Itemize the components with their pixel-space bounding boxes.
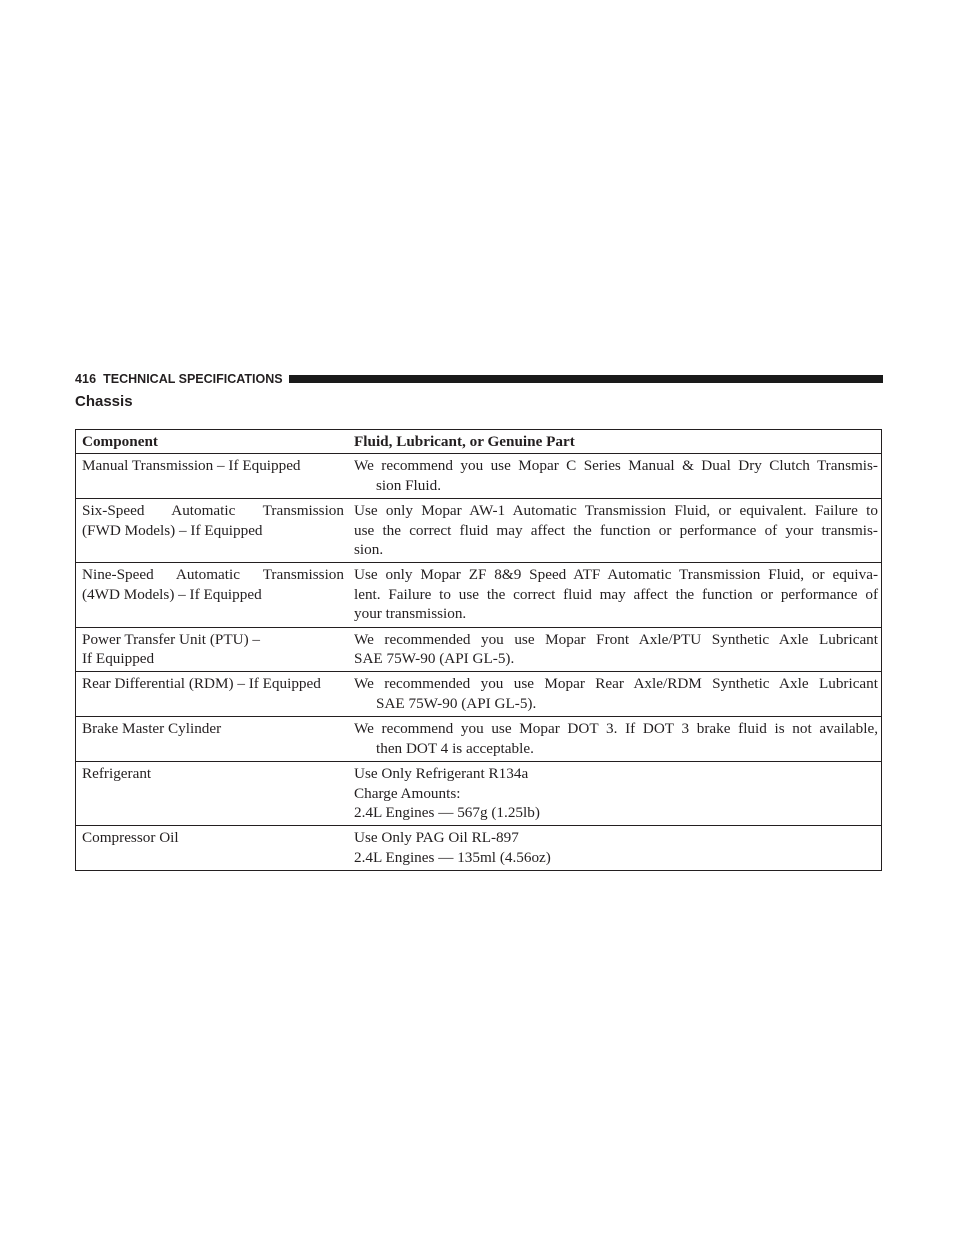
component-cell: Six-Speed Automatic Transmission (FWD Models) – If Equipped	[76, 499, 355, 563]
component-cell: Rear Differential (RDM) – If Equipped	[76, 672, 355, 717]
table-row	[76, 826, 882, 871]
table-row	[76, 717, 882, 762]
component-cell: Manual Transmission – If Equipped	[76, 454, 355, 499]
fluid-cell: Use only Mopar AW-1 Automatic Transmission Fluid, or equivalent. Failure to use the correct fluid may affect the function or performance of your transmis- sion.	[354, 499, 882, 563]
component-cell: Nine-Speed Automatic Transmission (4WD Models) – If Equipped	[76, 563, 355, 627]
fluid-cell: Use Only Refrigerant R134a Charge Amounts: 2.4L Engines — 567g (1.25lb)	[354, 762, 882, 826]
component-cell: Power Transfer Unit (PTU) – If Equipped	[76, 627, 355, 672]
running-header-title: TECHNICAL SPECIFICATIONS	[103, 372, 283, 386]
component-cell: Compressor Oil	[76, 826, 355, 871]
component-cell: Brake Master Cylinder	[76, 717, 355, 762]
fluid-cell: Use only Mopar ZF 8&9 Speed ATF Automatic Transmission Fluid, or equiva- lent. Failure to use the correct fluid may affect the function or performance of your transmission.	[354, 563, 882, 627]
column-header-fluid: Fluid, Lubricant, or Genuine Part	[354, 430, 882, 454]
table-row	[76, 627, 882, 672]
table-header-row	[76, 430, 882, 454]
chassis-spec-table	[75, 429, 882, 871]
table-row	[76, 563, 882, 627]
component-cell: Refrigerant	[76, 762, 355, 826]
table-row	[76, 762, 882, 826]
fluid-cell: We recommend you use Mopar DOT 3. If DOT 3 brake fluid is not available, then DOT 4 is acceptable.	[354, 717, 882, 762]
page-number: 416	[75, 372, 97, 386]
fluid-cell: Use Only PAG Oil RL-897 2.4L Engines — 135ml (4.56oz)	[354, 826, 882, 871]
table-row	[76, 499, 882, 563]
column-header-component: Component	[76, 430, 355, 454]
fluid-cell: We recommended you use Mopar Rear Axle/RDM Synthetic Axle Lubricant SAE 75W-90 (API GL-5).	[354, 672, 882, 717]
table-row	[76, 672, 882, 717]
table-row	[76, 454, 882, 499]
header-rule	[289, 375, 883, 383]
fluid-cell: We recommend you use Mopar C Series Manual & Dual Dry Clutch Transmis- sion Fluid.	[354, 454, 882, 499]
section-title: Chassis	[75, 393, 133, 410]
running-header	[75, 368, 883, 390]
fluid-cell: We recommended you use Mopar Front Axle/PTU Synthetic Axle Lubricant SAE 75W-90 (API GL-5).	[354, 627, 882, 672]
